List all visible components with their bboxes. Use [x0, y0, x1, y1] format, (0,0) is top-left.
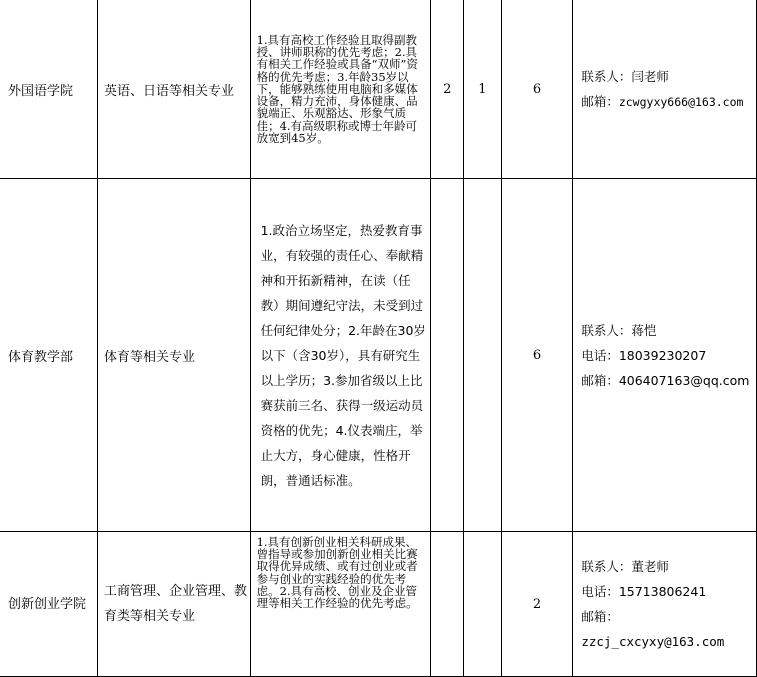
unit-cell: 创新创业学院: [0, 532, 97, 677]
major-cell: 工商管理、企业管理、教育类等相关专业: [97, 532, 250, 677]
contact-cell: [573, 179, 757, 532]
contact-email-line: [581, 89, 756, 115]
count-cell-1: [431, 532, 464, 677]
contact-cell: [573, 0, 757, 179]
contact-phone: 电话：18039230207: [581, 347, 707, 363]
table-row: [0, 179, 757, 532]
table-row: [0, 0, 757, 179]
contact-email[interactable]: zzcj_cxcyxy@163.com: [581, 634, 725, 649]
contact-phone: 电话：15713806241: [581, 584, 707, 599]
email-label: 邮箱：: [581, 372, 619, 388]
count-cell-3: 2: [501, 532, 573, 677]
requirements-cell: 1.具有创新创业相关科研成果、曾指导或参加创新创业相关比赛取得优异成绩、或有过创业或者参与创业的实践经验的优先考虑。2.具有高校、创业及企业管理等相关工作经验的优先考虑。: [250, 532, 431, 677]
email-label: 邮箱：: [581, 609, 619, 624]
count-cell-1: 2: [431, 0, 464, 179]
count-cell-3: 6: [501, 179, 573, 532]
count-cell-2: [464, 532, 501, 677]
requirements-cell: 1.政治立场坚定，热爱教育事业，有较强的责任心、奉献精神和开拓新精神，在读（任教）期间遵纪守法，未受到过任何纪律处分；2.年龄在30岁以下（含30岁），具有研究生以上学历；3.参加省级以上比赛获前三名、获得一级运动员资格的优先；4.仪表端庄，举止大方，身心健康，性格开朗，普通话标准。: [250, 179, 431, 532]
contact-person: 联系人：蒋恺: [581, 322, 657, 338]
email-label: 邮箱：: [581, 93, 619, 109]
count-cell-2: 1: [464, 0, 501, 179]
count-cell-2: [464, 179, 501, 532]
contact-email-line: [581, 368, 756, 393]
unit-cell: 外国语学院: [0, 0, 97, 179]
major-cell: 英语、日语等相关专业: [97, 0, 250, 179]
major-cell: 体育等相关专业: [97, 179, 250, 532]
count-cell-3: 6: [501, 0, 573, 179]
requirements-cell: 1.具有高校工作经验且取得副教授、讲师职称的优先考虑；2.具有相关工作经验或具备“双师”资格的优先考虑；3.年龄35岁以下，能够熟练使用电脑和多媒体设备，精力充沛，身体健康、品貌端正、乐观豁达、形象气质佳；4.有高级职称或博士年龄可放宽到45岁。: [250, 0, 431, 179]
table-row: [0, 532, 757, 677]
contact-email[interactable]: zcwgyxy666@163.com: [618, 94, 744, 109]
count-cell-1: [431, 179, 464, 532]
contact-cell: [573, 532, 757, 677]
contact-person: 联系人：董老师: [581, 559, 669, 574]
contact-email[interactable]: 406407163@qq.com: [618, 372, 750, 388]
unit-cell: 体育教学部: [0, 179, 97, 532]
contact-person: 联系人：闫老师: [581, 68, 669, 84]
